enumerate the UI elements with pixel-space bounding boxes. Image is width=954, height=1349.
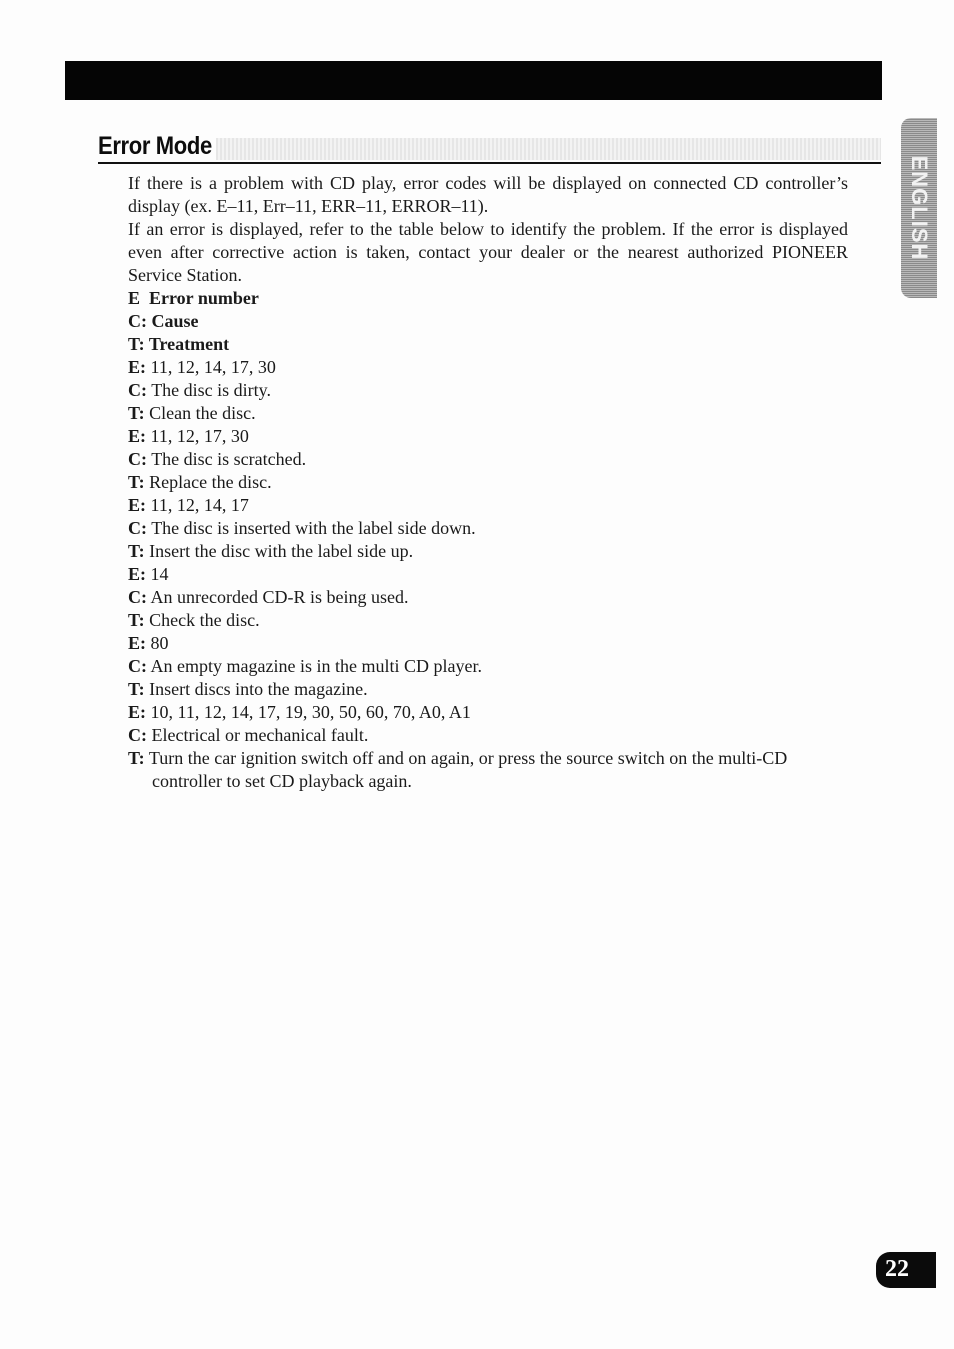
entry-key: E: <box>128 564 146 584</box>
entry-key: C: <box>128 587 147 607</box>
entry-text: The disc is inserted with the label side down. <box>151 518 476 538</box>
entry-text: Check the disc. <box>149 610 260 630</box>
error-entry <box>128 402 848 425</box>
error-table <box>128 356 848 793</box>
legend-cause: C: Cause <box>128 311 199 331</box>
language-tab-label: ENGLISH <box>907 155 932 261</box>
entry-key: C: <box>128 518 147 538</box>
error-entry <box>128 494 848 517</box>
section-title: Error Mode <box>98 132 212 160</box>
error-entry <box>128 747 848 793</box>
page-number: 22 <box>885 1256 909 1282</box>
entry-text: Turn the car ignition switch off and on again, or press the source switch on the multi-CD controller to set CD playback again. <box>148 748 788 791</box>
entry-key: T: <box>128 541 145 561</box>
heading-band <box>216 138 881 160</box>
entry-text: Insert the disc with the label side up. <box>149 541 414 561</box>
entry-text: Insert discs into the magazine. <box>149 679 368 699</box>
error-entry <box>128 379 848 402</box>
error-entry <box>128 655 848 678</box>
error-mode-content <box>128 172 848 793</box>
entry-text: 10, 11, 12, 14, 17, 19, 30, 50, 60, 70, A0, A1 <box>150 702 471 722</box>
legend-treatment: T: Treatment <box>128 334 230 354</box>
entry-key: C: <box>128 656 147 676</box>
entry-key: T: <box>128 472 145 492</box>
entry-key: E: <box>128 495 146 515</box>
error-entry <box>128 563 848 586</box>
entry-key: E: <box>128 357 146 377</box>
entry-text: Clean the disc. <box>149 403 256 423</box>
entry-key: E: <box>128 426 146 446</box>
entry-key: T: <box>128 403 145 423</box>
error-entry <box>128 586 848 609</box>
entry-text: An unrecorded CD-R is being used. <box>150 587 409 607</box>
legend-error-number: E Error number <box>128 288 259 308</box>
entry-key: E: <box>128 633 146 653</box>
entry-key: T: <box>128 679 145 699</box>
header-bar <box>65 61 882 100</box>
entry-text: 14 <box>150 564 169 584</box>
entry-text: Replace the disc. <box>149 472 272 492</box>
entry-key: C: <box>128 380 147 400</box>
error-entry <box>128 632 848 655</box>
intro-paragraph: If there is a problem with CD play, error codes will be displayed on connected CD controller’s display (ex. E–11, Err–11, ERR–11, ERROR–11). <box>128 173 848 216</box>
page-number-tab <box>876 1252 936 1288</box>
entry-text: The disc is scratched. <box>151 449 307 469</box>
entry-key: E: <box>128 702 146 722</box>
error-entry <box>128 701 848 724</box>
entry-key: T: <box>128 748 145 768</box>
heading-rule <box>98 162 881 164</box>
entry-key: C: <box>128 449 147 469</box>
error-entry <box>128 425 848 448</box>
entry-text: An empty magazine is in the multi CD player. <box>150 656 482 676</box>
section-heading <box>98 124 881 166</box>
error-entry <box>128 609 848 632</box>
error-entry <box>128 471 848 494</box>
entry-text: 80 <box>150 633 169 653</box>
entry-text: 11, 12, 17, 30 <box>150 426 249 446</box>
error-entry <box>128 540 848 563</box>
error-entry <box>128 517 848 540</box>
entry-text: Electrical or mechanical fault. <box>151 725 369 745</box>
intro-paragraph: If an error is displayed, refer to the table below to identify the problem. If the error is displayed even after corrective action is taken, contact your dealer or the nearest authorized PIONEER Service Station. <box>128 219 848 285</box>
entry-key: C: <box>128 725 147 745</box>
entry-text: 11, 12, 14, 17, 30 <box>150 357 276 377</box>
entry-text: 11, 12, 14, 17 <box>150 495 249 515</box>
entry-key: T: <box>128 610 145 630</box>
error-entry <box>128 678 848 701</box>
error-entry <box>128 356 848 379</box>
error-entry <box>128 448 848 471</box>
entry-text: The disc is dirty. <box>151 380 271 400</box>
error-entry <box>128 724 848 747</box>
language-tab <box>901 118 937 298</box>
